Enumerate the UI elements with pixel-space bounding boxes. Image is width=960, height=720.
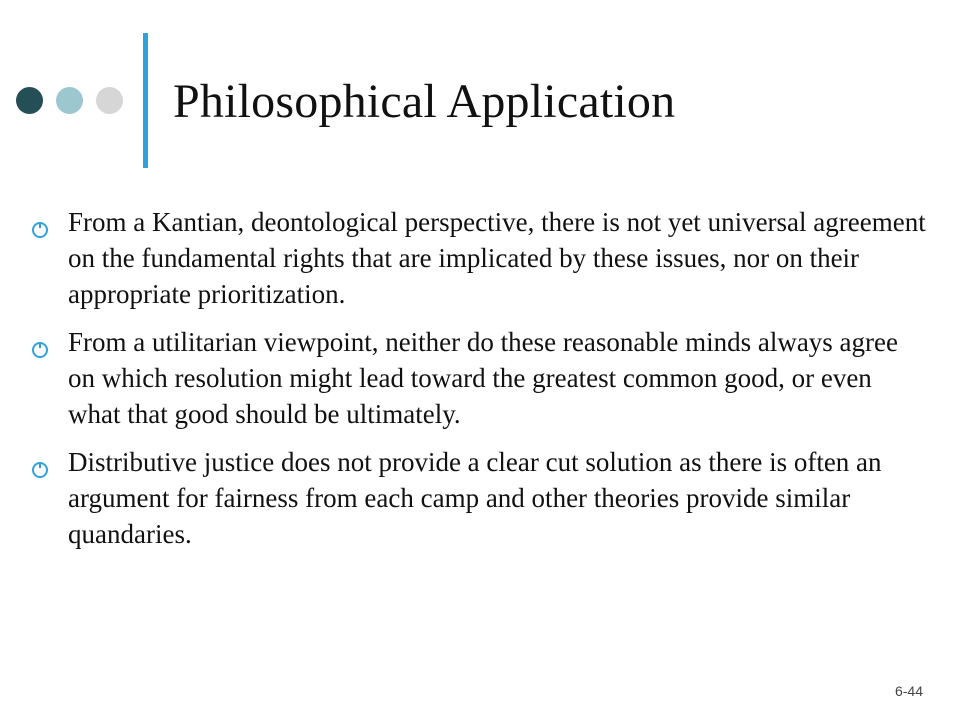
bullet-text: From a utilitarian viewpoint, neither do these reasonable minds always agree on which resolution might lead toward the greatest common good, or even what that good should be ultimately. (68, 327, 898, 429)
light-teal-dot (56, 87, 83, 114)
title-vertical-rule (143, 33, 148, 168)
gray-dot (96, 87, 123, 114)
bullet-list (30, 204, 930, 564)
bullet-circle-icon (30, 460, 50, 480)
bullet-text: Distributive justice does not provide a clear cut solution as there is often an argument for fairness from each camp and other theories provide similar quandaries. (68, 447, 882, 549)
bullet-item (30, 324, 930, 432)
slide-number: 6-44 (894, 683, 923, 699)
bullet-item (30, 444, 930, 552)
slide-title: Philosophical Application (173, 75, 676, 128)
dark-teal-dot (16, 87, 43, 114)
bullet-circle-icon (30, 340, 50, 360)
bullet-item (30, 204, 930, 312)
bullet-text: From a Kantian, deontological perspective, there is not yet universal agreement on the fundamental rights that are implicated by these issues, nor on their appropriate prioritization. (68, 207, 926, 309)
decorative-dots (16, 86, 136, 114)
bullet-circle-icon (30, 220, 50, 240)
